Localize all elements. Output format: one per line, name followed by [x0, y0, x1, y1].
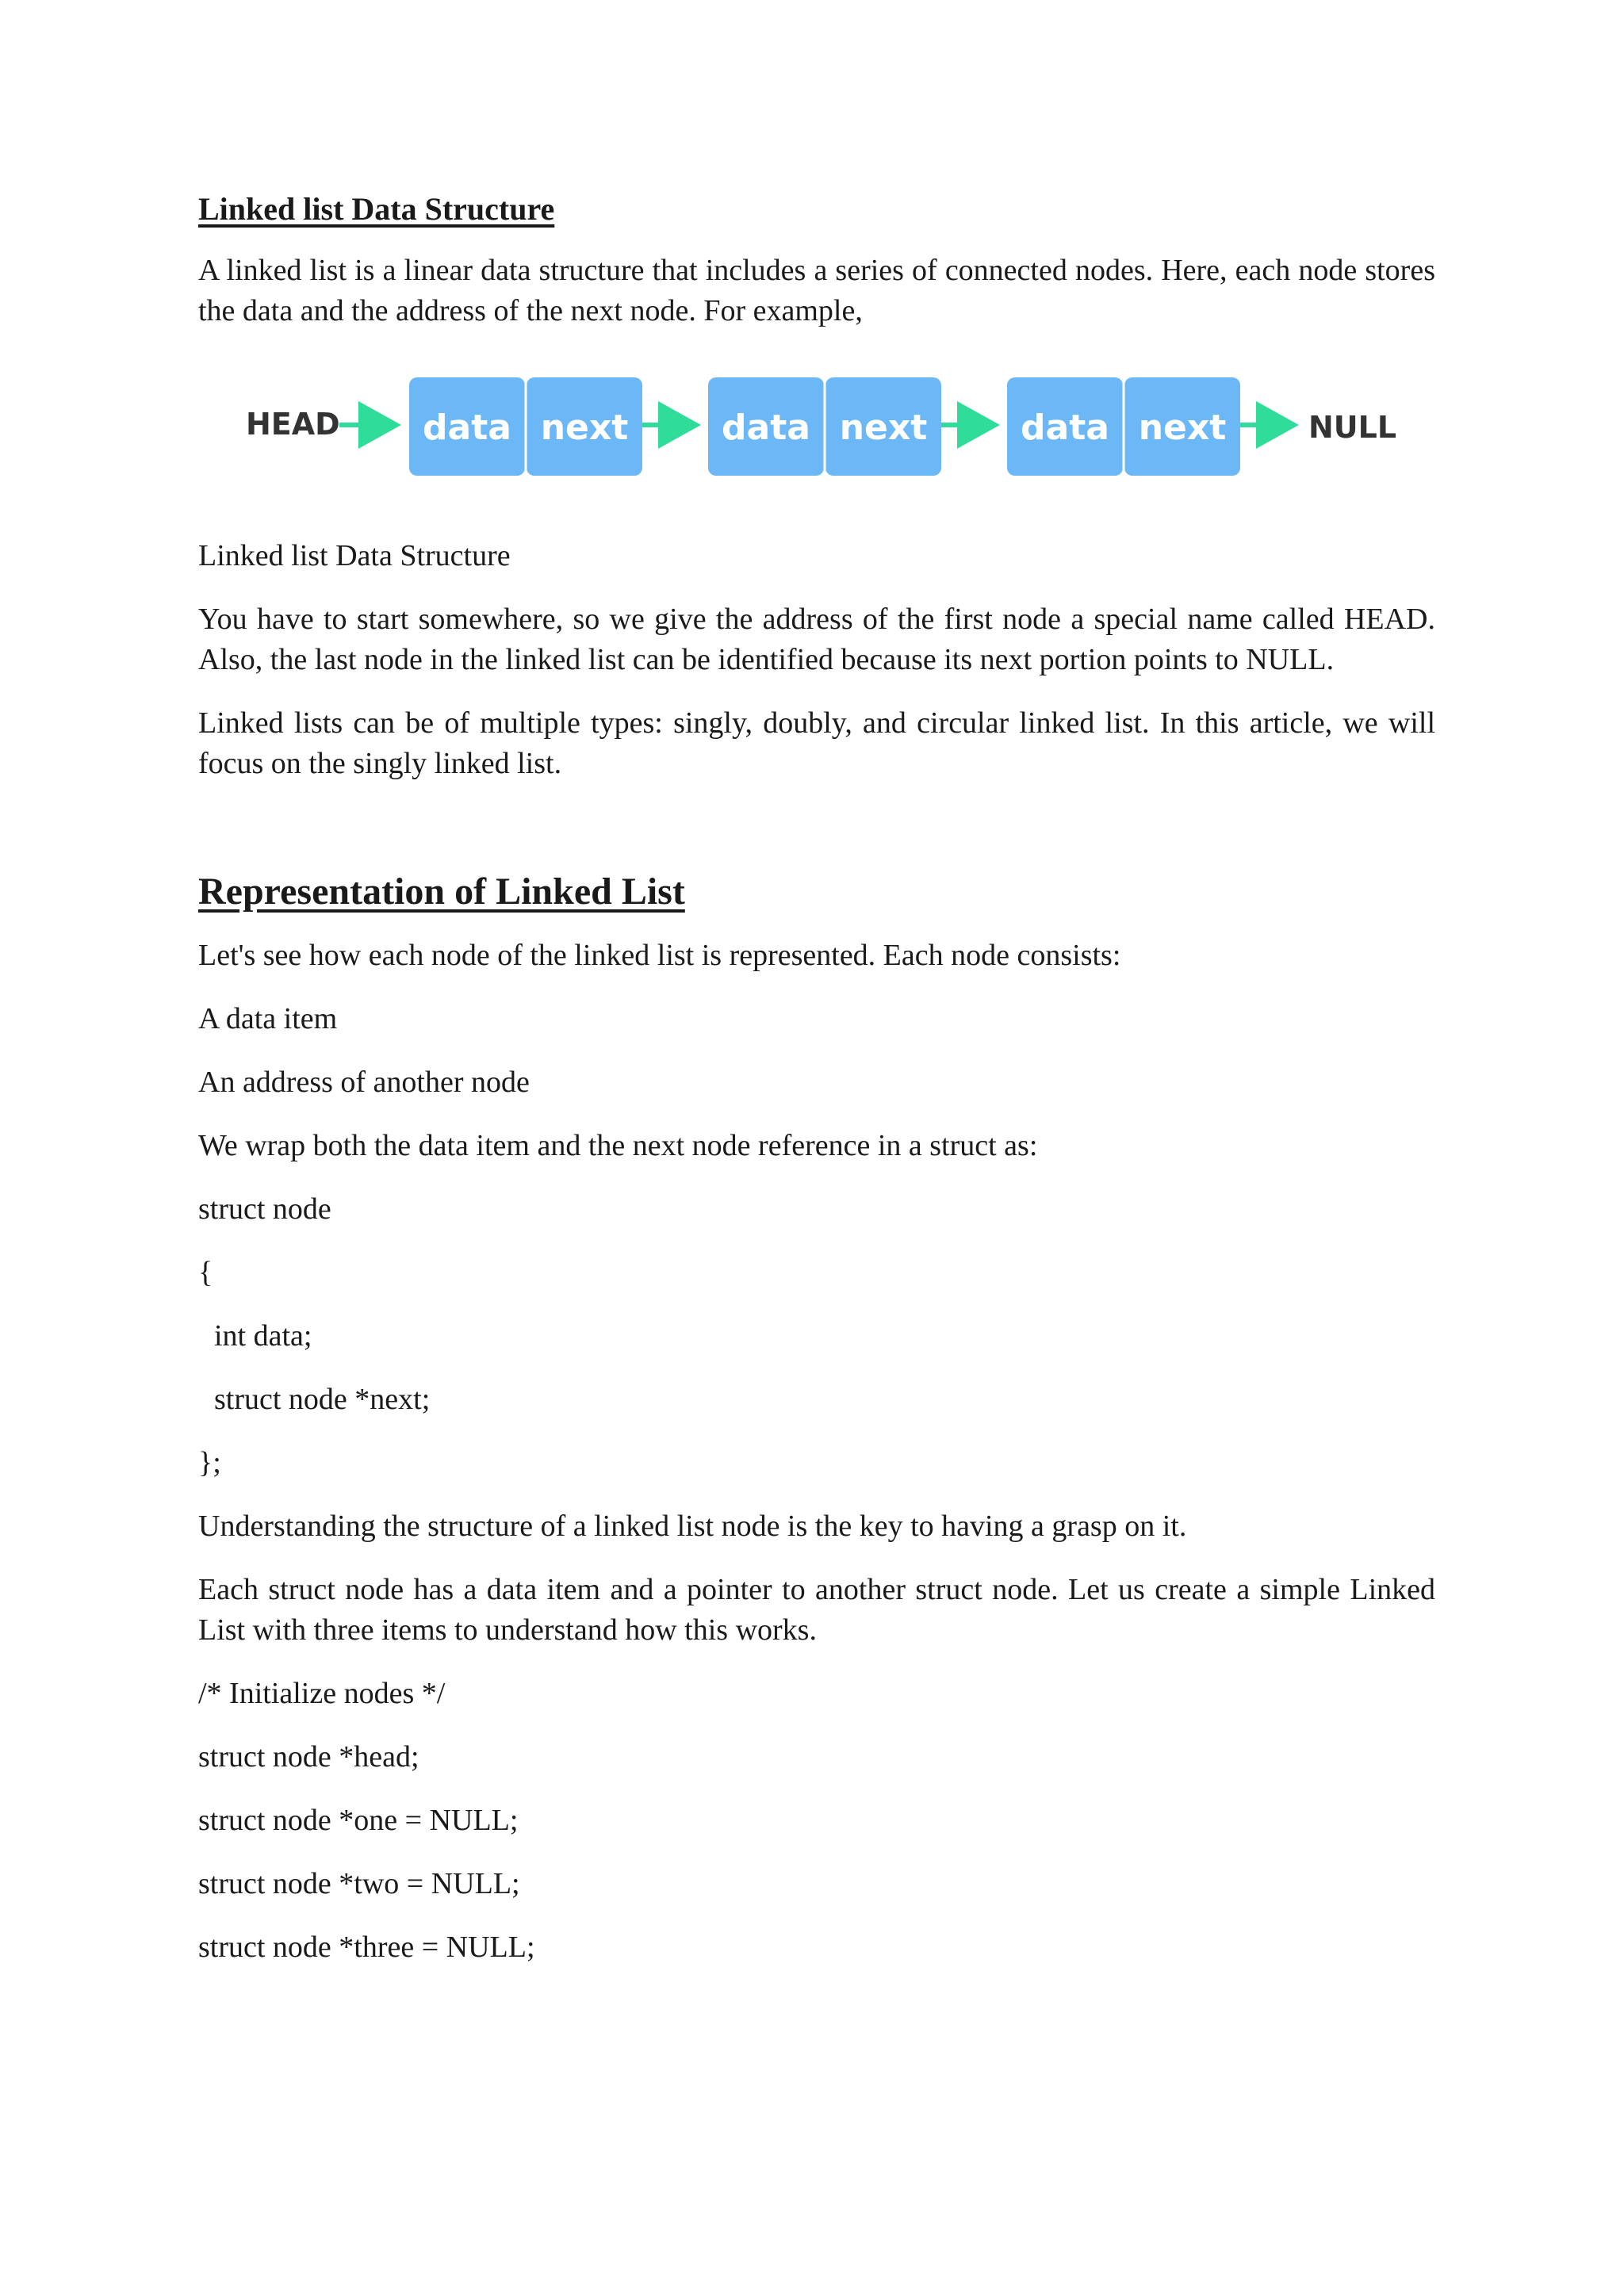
code-line: struct node *two = NULL;: [198, 1866, 520, 1900]
struct-paragraph: Each struct node has a data item and a pointer to another struct node. Let us create a simple Linked List with three items to understand how this works.: [198, 1572, 1435, 1647]
head-label: HEAD: [246, 407, 340, 442]
code-line: };: [198, 1445, 221, 1479]
text-line: We wrap both the data item and the next node reference in a struct as:: [198, 1128, 1038, 1162]
section-title-representation: Representation of Linked List: [198, 871, 685, 913]
node-1-data-label: data: [423, 408, 511, 448]
node-3: [1007, 377, 1240, 476]
node-2-data-label: data: [722, 408, 810, 448]
code-line: /* Initialize nodes */: [198, 1676, 446, 1710]
section-title-linked-list: Linked list Data Structure: [198, 191, 555, 227]
diagram-caption: Linked list Data Structure: [198, 539, 511, 572]
intro-paragraph: A linked list is a linear data structure that includes a series of connected nodes. Here, each node stores the data and the address of the next node. For example,: [198, 254, 1435, 327]
node-3-next-label: next: [1138, 408, 1227, 448]
code-line: struct node *one = NULL;: [198, 1803, 519, 1837]
node-2: [708, 377, 941, 476]
code-line: struct node *three = NULL;: [198, 1930, 535, 1964]
linked-list-diagram-svg: [198, 377, 1435, 488]
node-1: [409, 377, 642, 476]
code-line: struct node *head;: [198, 1739, 419, 1774]
text-line: A data item: [198, 1001, 338, 1035]
text-line: An address of another node: [198, 1065, 530, 1099]
types-paragraph: Linked lists can be of multiple types: singly, doubly, and circular linked list. In this article, we will focus on the singly linked list.: [198, 706, 1435, 780]
text-line: Let's see how each node of the linked list is represented. Each node consists:: [198, 938, 1121, 972]
head-paragraph: You have to start somewhere, so we give the address of the first node a special name called HEAD. Also, the last node in the linked list can be identified because its next portion points to NULL.: [198, 603, 1435, 676]
null-label: NULL: [1308, 410, 1397, 445]
section-spacer: [198, 807, 1435, 869]
code-line: {: [198, 1255, 213, 1289]
linked-list-diagram: [198, 377, 1435, 488]
text-line: Understanding the structure of a linked list node is the key to having a grasp on it.: [198, 1509, 1187, 1543]
code-line: struct node: [198, 1192, 331, 1226]
code-line-indented: int data;: [214, 1318, 312, 1353]
node-2-next-label: next: [839, 408, 928, 448]
document-page: [198, 190, 1435, 1991]
code-line-indented: struct node *next;: [214, 1382, 431, 1416]
node-3-data-label: data: [1021, 408, 1109, 448]
node-1-next-label: next: [540, 408, 629, 448]
